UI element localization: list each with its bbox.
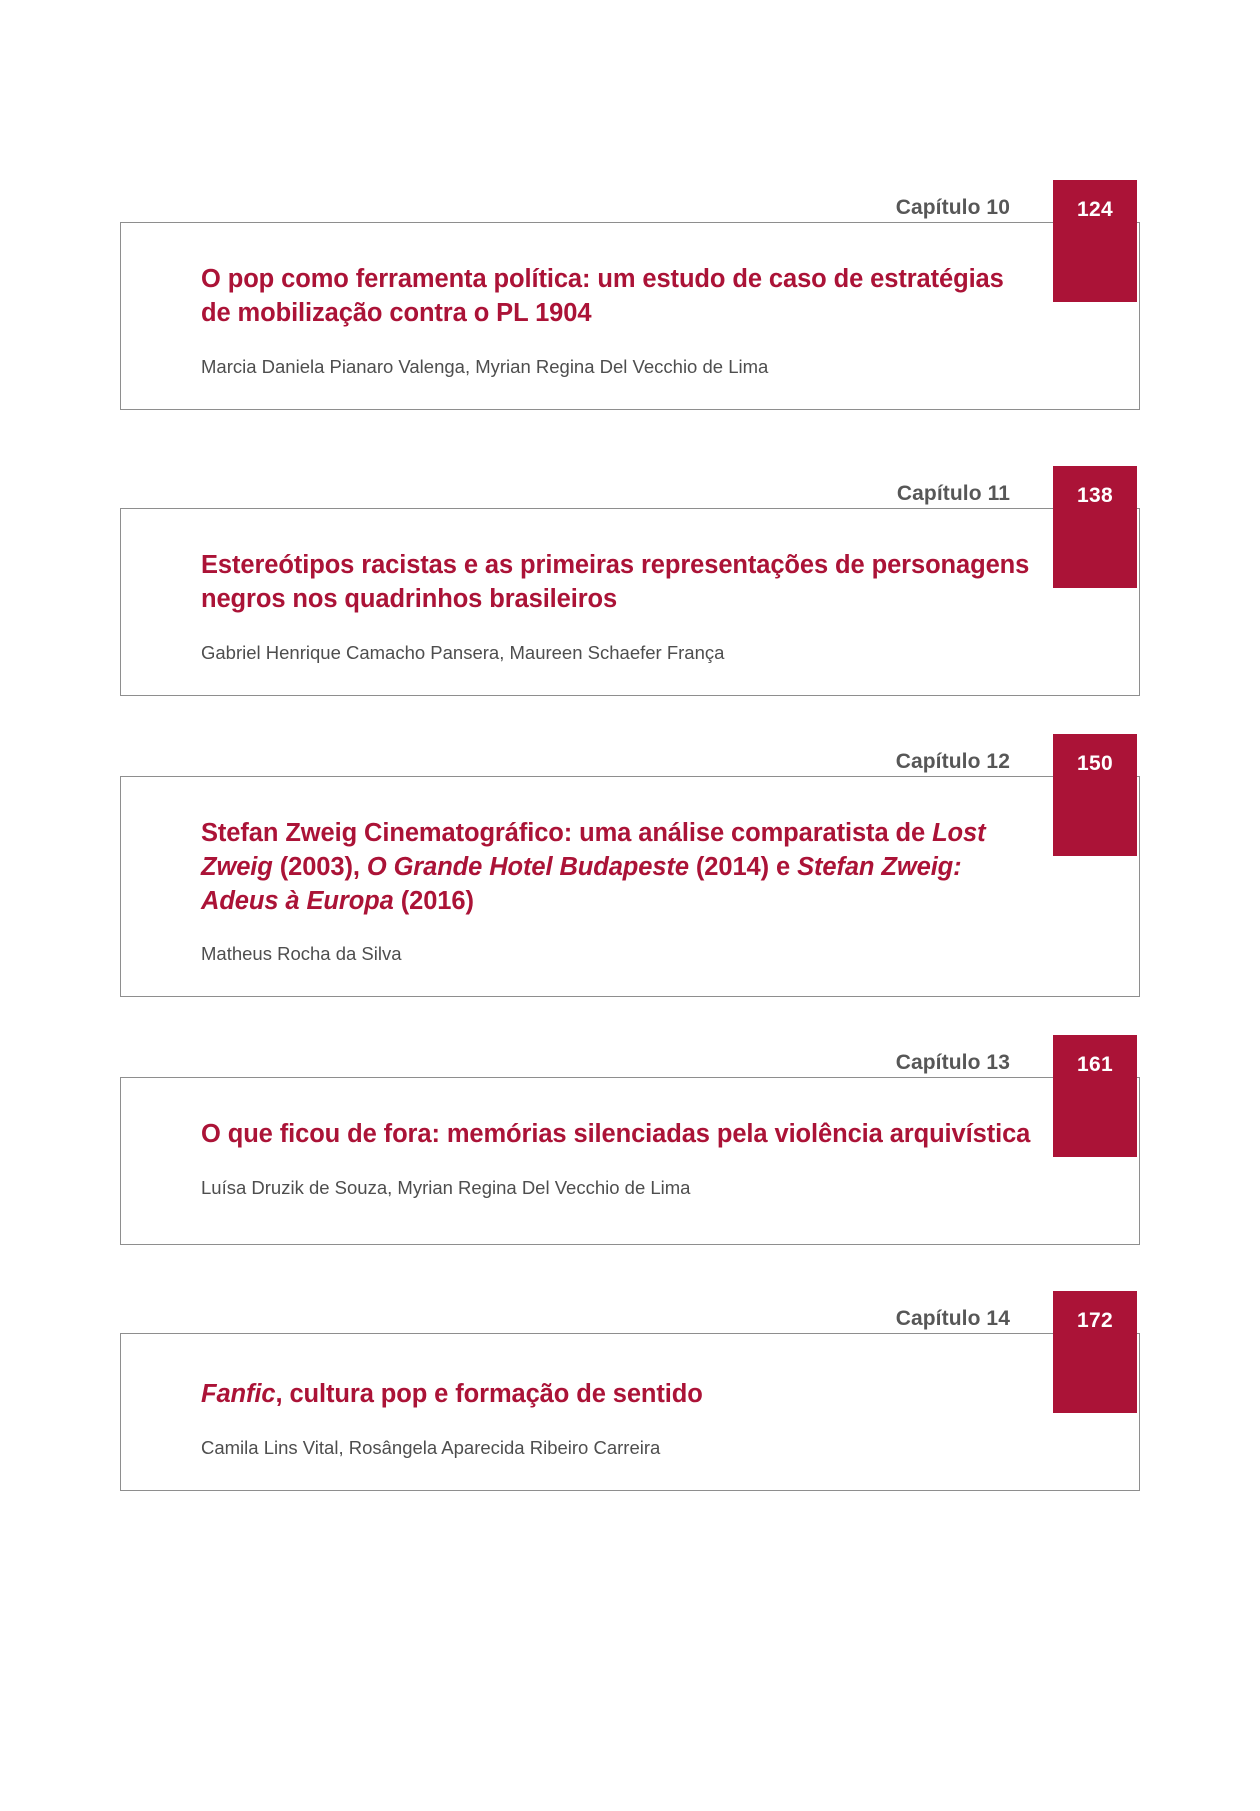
chapter-label: Capítulo 10 — [895, 196, 1010, 219]
toc-entry-header — [120, 466, 1140, 508]
chapter-title: Stefan Zweig Cinematográfico: uma análise comparatista de Lost Zweig (2003), O Grande Hotel Budapeste (2014) e Stefan Zweig: Adeus à Europa (2016) — [201, 818, 986, 915]
chapter-authors: Luísa Druzik de Souza, Myrian Regina Del Vecchio de Lima — [201, 1177, 691, 1199]
toc-entry-box — [120, 1333, 1140, 1491]
toc-entry[interactable] — [120, 180, 1140, 410]
page-number-badge[interactable]: 161 — [1053, 1035, 1137, 1157]
toc-entry-box — [120, 508, 1140, 696]
chapter-authors: Marcia Daniela Pianaro Valenga, Myrian Regina Del Vecchio de Lima — [201, 355, 769, 377]
toc-list — [120, 180, 1140, 1491]
chapter-title: O pop como ferramenta política: um estudo de caso de estratégias de mobilização contra o PL 1904 — [201, 265, 1004, 327]
page-number-badge[interactable]: 124 — [1053, 180, 1137, 302]
toc-entry-box — [120, 222, 1140, 410]
chapter-label: Capítulo 13 — [895, 1051, 1010, 1075]
chapter-label: Capítulo 14 — [895, 1307, 1010, 1331]
toc-entry-box — [120, 1077, 1140, 1245]
toc-entry-header — [120, 180, 1140, 222]
toc-entry[interactable] — [120, 734, 1140, 998]
chapter-title: O que ficou de fora: memórias silenciadas pela violência arquivística — [201, 1120, 1031, 1149]
chapter-authors: Matheus Rocha da Silva — [201, 943, 402, 965]
toc-entry[interactable] — [120, 1291, 1140, 1491]
toc-entry-header — [120, 1035, 1140, 1077]
toc-entry-box — [120, 776, 1140, 998]
chapter-title: Estereótipos racistas e as primeiras representações de personagens negros nos quadrinhos brasileiros — [201, 550, 1030, 613]
toc-entry[interactable] — [120, 1035, 1140, 1245]
chapter-authors: Gabriel Henrique Camacho Pansera, Maureen Schaefer França — [201, 641, 725, 663]
page-number-badge[interactable]: 150 — [1053, 734, 1137, 856]
chapter-authors: Camila Lins Vital, Rosângela Aparecida Ribeiro Carreira — [201, 1437, 661, 1459]
toc-entry[interactable] — [120, 466, 1140, 696]
page-number-badge[interactable]: 172 — [1053, 1291, 1137, 1413]
toc-entry-header — [120, 1291, 1140, 1333]
toc-entry-header — [120, 734, 1140, 776]
chapter-label: Capítulo 11 — [896, 481, 1010, 505]
page-number-badge[interactable]: 138 — [1053, 466, 1137, 588]
chapter-label: Capítulo 12 — [895, 749, 1010, 773]
chapter-title: Fanfic, cultura pop e formação de sentido — [201, 1380, 703, 1409]
